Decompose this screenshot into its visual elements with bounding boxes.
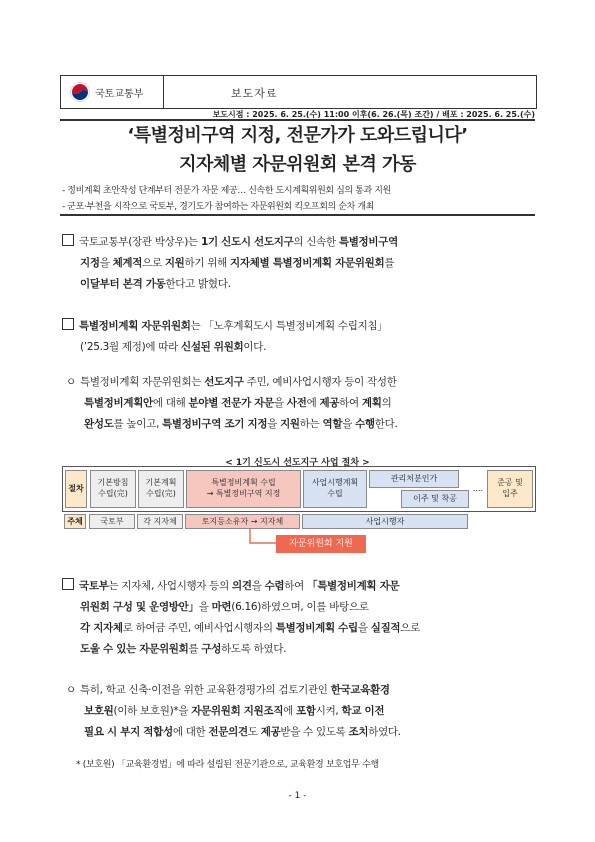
advisory-support-label: 자문위원회 지원	[276, 535, 366, 553]
paragraph-5-line-2: 보호원(이하 보호원)*을 자문위원회 지원조직에 포함시켜, 학교 이전	[84, 705, 385, 717]
paragraph-2-line-2: (’25.3월 제정)에 따라 신설된 위원회이다.	[80, 341, 267, 353]
step-completion	[487, 470, 533, 508]
square-bullet-icon	[62, 318, 74, 330]
step-completion-line-1: 준공 및	[497, 478, 523, 487]
paragraph-1-line-1: 국토교통부(장관 박상우)는 1기 신도시 선도지구의 신속한 특별정비구역	[62, 232, 538, 253]
release-date-line: 보도시점 : 2025. 6. 25.(수) 11:00 이후(6. 26.(목) 조간) / 배포 : 2025. 6. 25.(수)	[212, 110, 535, 119]
step-project-plan	[303, 470, 367, 508]
circle-bullet-icon: ㅇ	[66, 376, 76, 388]
step-special-plan-line-2: → 특별정비구역 지정	[206, 489, 281, 498]
step-basic-policy-line-1: 기본방침	[97, 478, 129, 487]
step-project-plan-line-2: 수립	[327, 489, 343, 498]
step-completion-line-2: 입주	[502, 489, 518, 498]
document-type: 보도자료	[231, 87, 278, 100]
footnote: * (보호원) 「교육환경법」에 따라 설립된 전문기관으로, 교육환경 보호업무 수행	[76, 760, 379, 770]
square-bullet-icon	[62, 234, 74, 246]
ministry-cell	[61, 76, 164, 108]
title-bottom-rule	[60, 214, 535, 216]
paragraph-5-line-3: 필요 시 부지 적합성에 대한 전문의견도 제공받을 수 있도록 조치하였다.	[84, 726, 401, 738]
actor-local-gov: 각 지자체	[137, 514, 183, 529]
step-special-plan	[186, 470, 301, 508]
procedure-row-label: 절차	[65, 470, 87, 508]
step-basic-plan	[138, 470, 184, 508]
step-basic-plan-line-2: 수립(完)	[146, 489, 176, 498]
subtitle-1: - 정비계획 초안작성 단계부터 전문가 자문 제공… 신속한 도시계획위원회 심의 통과 지원	[62, 186, 391, 196]
subtitle-2: - 군포·부천을 시작으로 국토부, 경기도가 참여하는 자문위원회 킥오프회의 순차 개최	[62, 202, 374, 212]
step-basic-policy	[90, 470, 136, 508]
ministry-name: 국토교통부	[95, 89, 144, 100]
headline-line-2: 지자체별 자문위원회 본격 가동	[179, 154, 416, 175]
paragraph-4	[62, 576, 538, 660]
step-special-plan-line-1: 특별정비계획 수립	[211, 478, 276, 487]
paragraph-2-line-1: 특별정비계획 자문위원회는 「노후계획도시 특별정비계획 수립지침」	[62, 316, 538, 337]
paragraph-2	[62, 316, 538, 358]
paragraph-1-line-3: 이달부터 본격 가동한다고 밝혔다.	[80, 278, 231, 290]
circle-bullet-icon: ㅇ	[66, 684, 76, 696]
paragraph-4-line-4: 도울 수 있는 자문위원회를 구성하도록 하였다.	[80, 643, 287, 655]
paragraph-3	[66, 372, 536, 435]
procedure-diagram-title: < 1기 신도시 선도지구 사업 절차 >	[225, 458, 370, 468]
paragraph-4-line-3: 각 지자체로 하여금 주민, 예비사업시행자의 특별정비계획 수립을 실질적으로	[80, 622, 420, 634]
ministry-logo-icon	[70, 82, 90, 102]
step-disposition: 관리처분인가	[369, 470, 459, 488]
step-project-plan-line-1: 사업시행계획	[311, 478, 359, 487]
paragraph-5-line-1: ㅇ 특히, 학교 신축·이전을 위한 교육환경평가의 검토기관인 한국교육환경	[66, 680, 536, 701]
procedure-diagram	[62, 466, 536, 512]
actor-row-label: 주체	[64, 514, 86, 529]
paragraph-1	[62, 232, 538, 295]
step-relocation: 이주 및 착공	[401, 490, 469, 508]
headline-line-1: ‘특별정비구역 지정, 전문가가 도와드립니다’	[127, 125, 468, 146]
actor-ministry: 국토부	[89, 514, 135, 529]
paragraph-1-line-2: 지정을 체계적으로 지원하기 위해 지자체별 특별정비계획 자문위원회를	[80, 257, 395, 269]
step-basic-plan-line-1: 기본계획	[145, 478, 177, 487]
step-ellipsis: ....	[472, 484, 484, 493]
press-header-box	[60, 75, 537, 109]
actor-developer: 사업시행자	[302, 514, 468, 529]
page-number: - 1 -	[288, 791, 307, 801]
paragraph-4-line-2: 위원회 구성 및 운영방안」을 마련(6.16)하였으며, 이를 바탕으로	[80, 601, 369, 613]
paragraph-3-line-3: 완성도를 높이고, 특별정비구역 조기 지정을 지원하는 역할을 수행한다.	[84, 418, 398, 430]
paragraph-4-line-1: 국토부는 지자체, 사업시행자 등의 의견을 수렴하여 「특별정비계획 자문	[62, 576, 538, 597]
paragraph-5	[66, 680, 536, 743]
paragraph-3-line-2: 특별정비계획안에 대해 분야별 전문가 자문을 사전에 제공하여 계획의	[84, 397, 392, 409]
support-connector	[240, 529, 280, 551]
square-bullet-icon	[62, 578, 74, 590]
step-basic-policy-line-2: 수립(完)	[98, 489, 128, 498]
actor-landowners: 토지등소유자 → 지자체	[185, 514, 300, 529]
paragraph-3-line-1: ㅇ 특별정비계획 자문위원회는 선도지구 주민, 예비사업시행자 등이 작성한	[66, 372, 536, 393]
